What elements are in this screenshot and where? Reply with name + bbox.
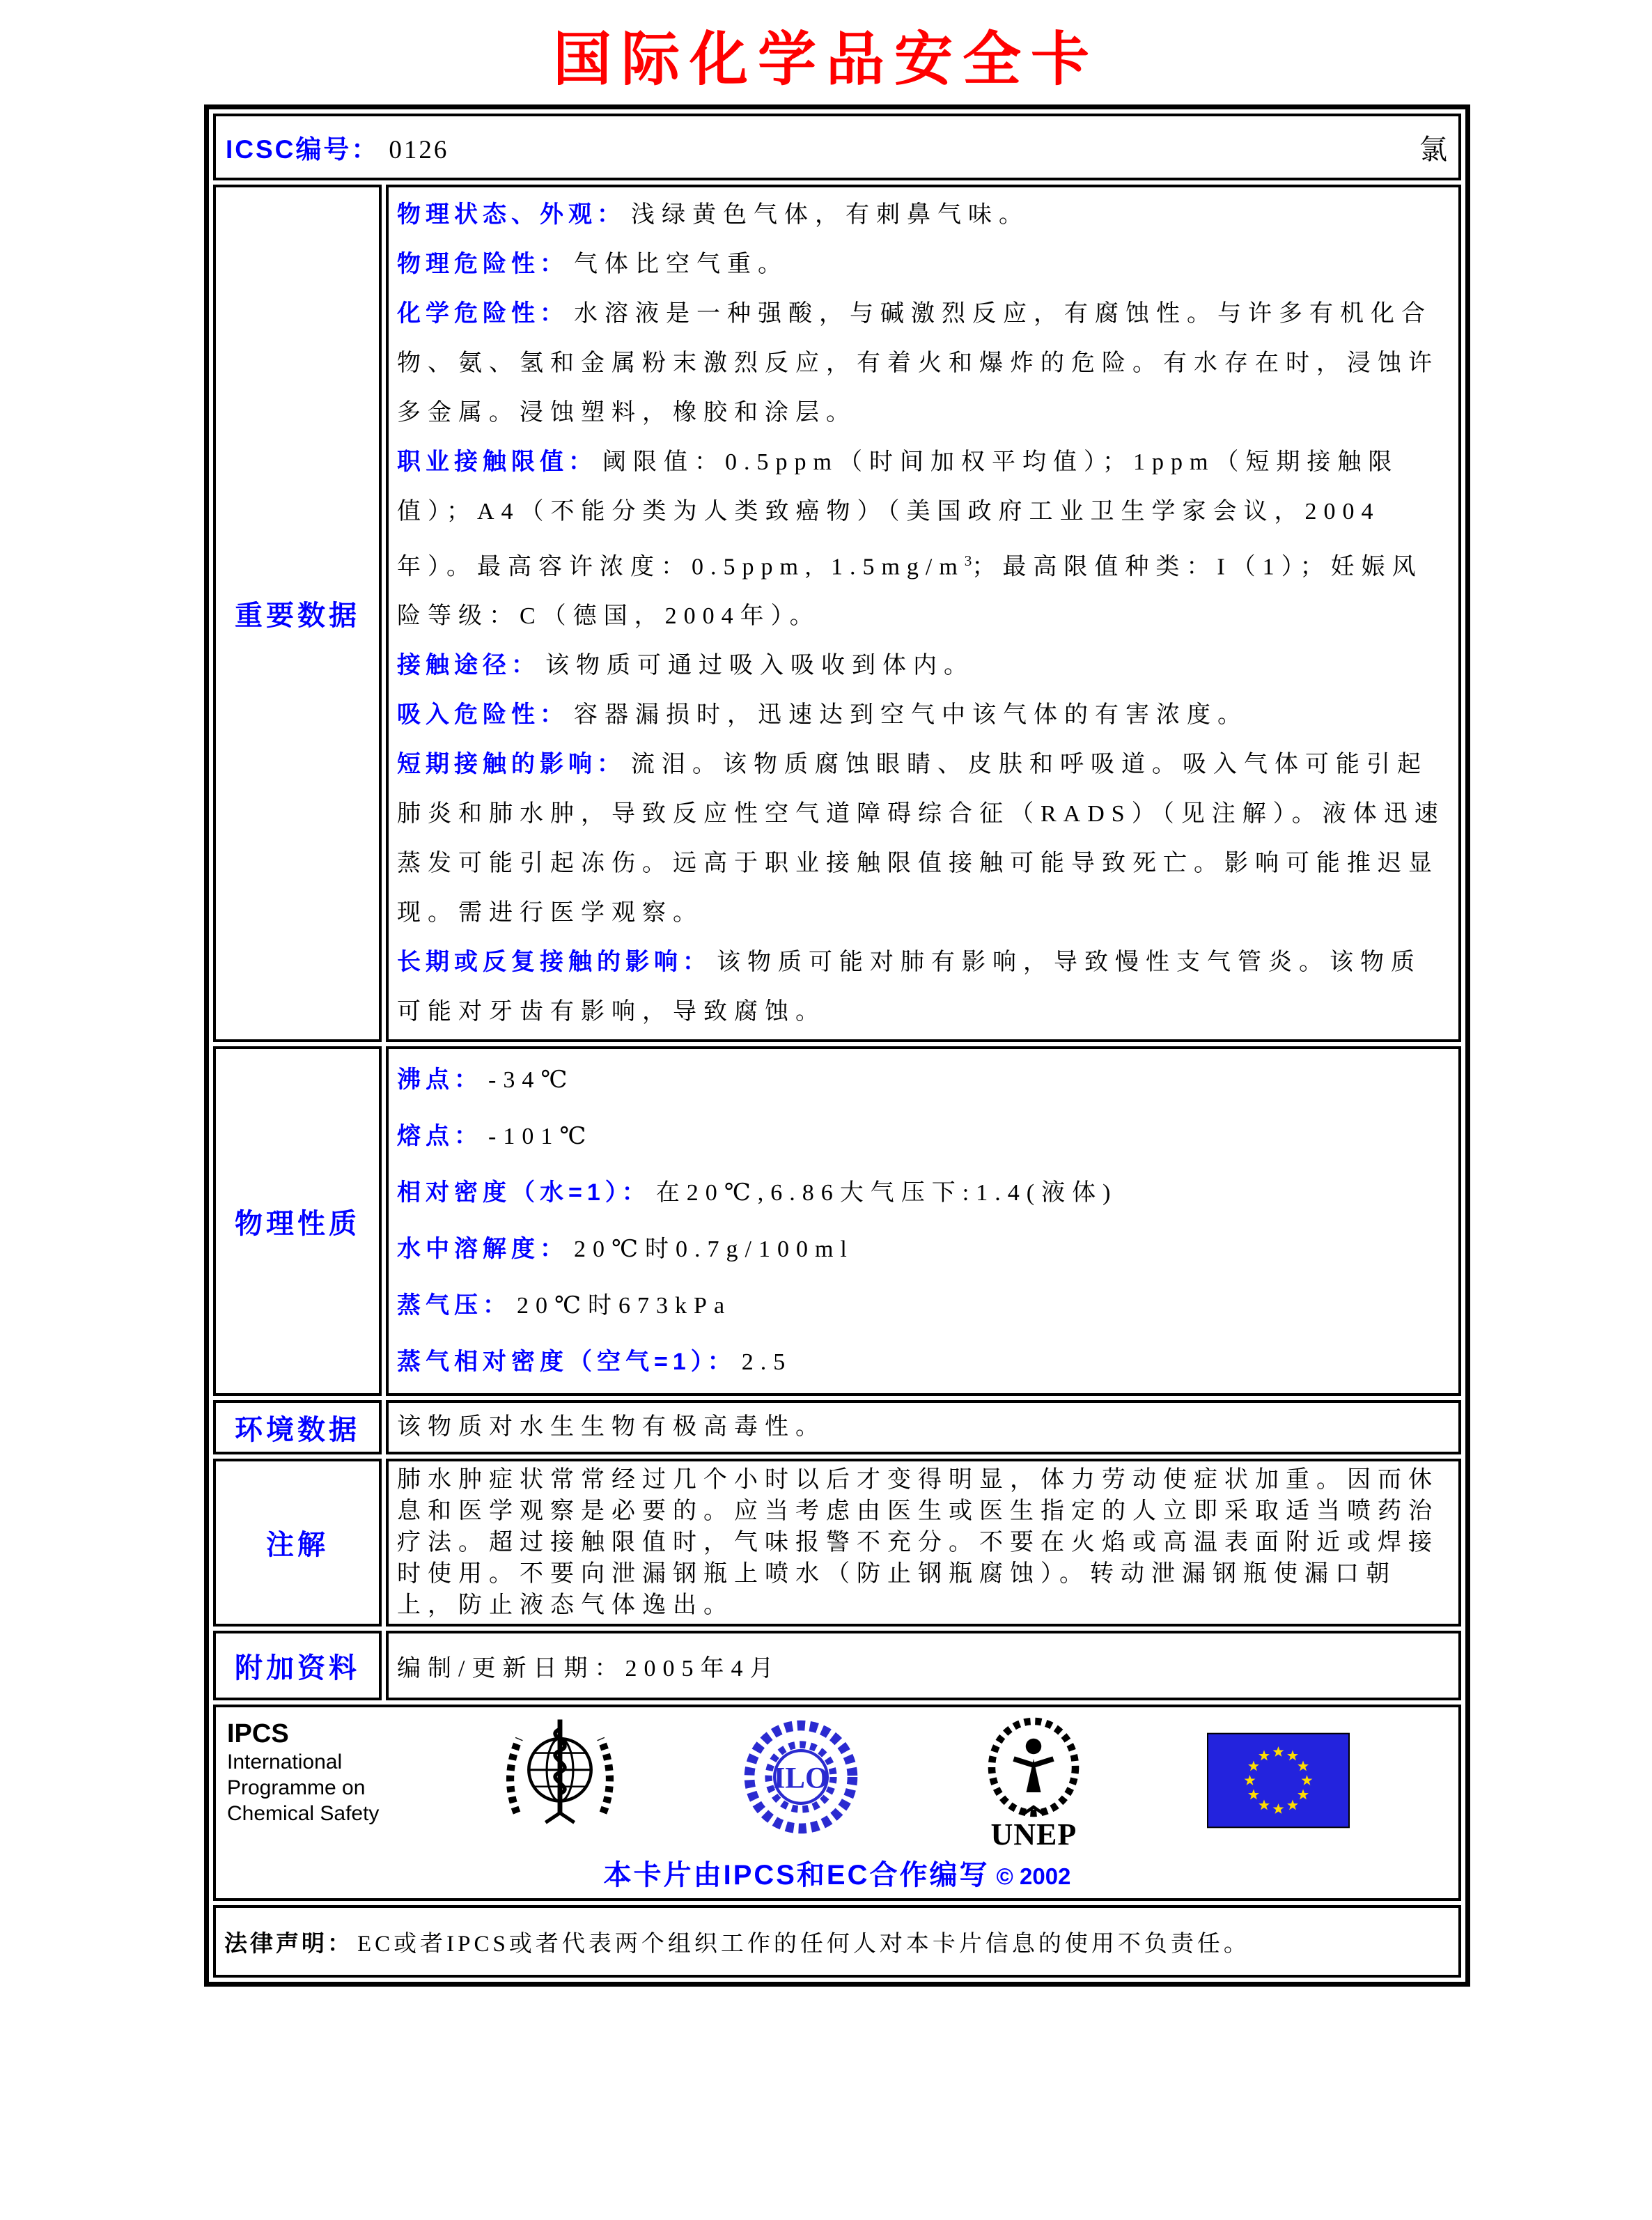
environmental-data-row-label: 环境数据 (213, 1400, 382, 1454)
field-value: 容器漏损时，迅速达到空气中该气体的有害浓度。 (574, 702, 1248, 729)
physical-properties-content (386, 1046, 1461, 1396)
field-label: 水中溶解度： (397, 1236, 568, 1263)
field-value: 20℃时673kPa (517, 1293, 732, 1319)
field-label: 沸点： (397, 1066, 483, 1094)
physical-property-item (397, 1165, 1450, 1221)
important-data-row (213, 185, 1461, 1042)
field-value: -101℃ (488, 1124, 593, 1150)
physical-properties-row (213, 1046, 1461, 1396)
field-label: 长期或反复接触的影响： (397, 949, 711, 976)
additional-info-row-label: 附加资料 (213, 1631, 382, 1700)
field-value: 该物质可通过吸入吸收到体内。 (545, 653, 974, 679)
field-label: 蒸气相对密度（空气=1）： (397, 1349, 736, 1376)
icsc-number-group (226, 128, 449, 166)
additional-info-row (213, 1631, 1461, 1700)
header-flex (226, 119, 1449, 175)
important-data-content (386, 185, 1461, 1042)
field-label: 蒸气压： (397, 1292, 511, 1319)
unep-label: UNEP (990, 1817, 1077, 1852)
cooperation-caption (227, 1853, 1447, 1893)
legal-text: EC或者IPCS或者代表两个组织工作的任何人对本卡片信息的使用不负责任。 (357, 1931, 1250, 1957)
important-data-item (397, 690, 1450, 740)
physical-property-item (397, 1221, 1450, 1278)
physical-property-item (397, 1108, 1450, 1165)
field-value: 气体比空气重。 (574, 251, 788, 277)
physical-property-item (397, 1278, 1450, 1334)
organization-logos (227, 1717, 1447, 1850)
who-emblem-icon (500, 1717, 620, 1837)
icsc-card-table (204, 104, 1470, 1987)
field-value: 浅绿黄色气体，有刺鼻气味。 (631, 202, 1029, 228)
field-label: 熔点： (397, 1123, 483, 1150)
field-value: 在20℃,6.86大气压下:1.4(液体) (655, 1180, 1118, 1206)
important-data-item (397, 190, 1450, 240)
copyright-text: © 2002 (996, 1863, 1071, 1890)
icsc-number-label: ICSC编号： (226, 135, 380, 164)
field-label: 物理状态、外观： (397, 201, 625, 228)
legal-row (213, 1905, 1461, 1978)
field-label: 职业接触限值： (397, 449, 597, 475)
ipcs-subtitle-line: Programme on (227, 1776, 366, 1800)
notes-row-label: 注解 (213, 1459, 382, 1627)
field-label: 化学危险性： (397, 300, 568, 327)
notes-row (213, 1459, 1461, 1627)
environmental-data-content: 该物质对水生生物有极高毒性。 (386, 1400, 1461, 1454)
svg-text:ILO: ILO (773, 1762, 829, 1795)
environmental-data-row (213, 1400, 1461, 1454)
eu-flag-icon (1207, 1732, 1350, 1829)
superscript-3: 3 (964, 552, 972, 569)
field-value: 20℃时0.7g/100ml (574, 1236, 854, 1263)
physical-property-item (397, 1334, 1450, 1390)
legal-label: 法律声明： (224, 1930, 353, 1956)
logos-cell (213, 1705, 1461, 1901)
field-label: 接触途径： (397, 652, 540, 679)
ilo-emblem-icon (741, 1717, 861, 1837)
field-label: 吸入危险性： (397, 701, 568, 729)
header-cell (213, 114, 1461, 180)
page-title: 国际化学品安全卡 (552, 26, 1099, 92)
ipcs-subtitle-line: Chemical Safety (227, 1802, 380, 1826)
field-value: 该物质可能对肺有影响，导致慢性支气管炎。该物质可能对牙齿有影响，导致腐蚀。 (397, 949, 1421, 1025)
ipcs-subtitle-line: International (227, 1751, 343, 1774)
ipcs-title: IPCS (227, 1719, 289, 1749)
important-data-item (397, 437, 1450, 641)
ipcs-text-block (227, 1717, 379, 1826)
field-value: 阈限值：0.5ppm（时间加权平均值）；1ppm（短期接触限值）；A4（不能分类为人类致癌物）（美国政府工业卫生学家会议，2004年）。最高容许浓度：0.5ppm, 1.5mg/m (397, 449, 1399, 580)
header-row (213, 114, 1461, 180)
logos-row (213, 1705, 1461, 1901)
important-data-row-label: 重要数据 (213, 185, 382, 1042)
additional-info-content: 编制/更新日期：2005年4月 (386, 1631, 1461, 1700)
field-value: -34℃ (488, 1067, 575, 1094)
field-value: 2.5 (741, 1349, 793, 1376)
field-value: ；最高限值种类：I（1）；妊娠风险等级：C（德国，2004年）。 (397, 554, 1423, 630)
physical-property-item (397, 1052, 1450, 1108)
important-data-item (397, 740, 1450, 938)
field-value: 流泪。该物质腐蚀眼睛、皮肤和呼吸道。吸入气体可能引起肺炎和肺水肿，导致反应性空气道障碍综合征（RADS）（见注解）。液体迅速蒸发可能引起冻伤。远高于职业接触限值接触可能导致死亡。影响可能推迟显现。需进行医学观察。 (397, 752, 1445, 926)
icsc-number-value: 0126 (389, 136, 449, 164)
important-data-item (397, 240, 1450, 289)
field-label: 短期接触的影响： (397, 751, 625, 778)
important-data-item (397, 641, 1450, 690)
notes-content: 肺水肿症状常常经过几个小时以后才变得明显，体力劳动使症状加重。因而休息和医学观察是必要的。应当考虑由医生或医生指定的人立即采取适当喷药治疗法。超过接触限值时，气味报警不充分。不要在火焰或高温表面附近或焊接时使用。不要向泄漏钢瓶上喷水（防止钢瓶腐蚀）。转动泄漏钢瓶使漏口朝上，防止液态气体逸出。 (386, 1459, 1461, 1627)
unep-emblem-icon (981, 1717, 1086, 1822)
field-label: 相对密度（水=1）： (397, 1179, 650, 1206)
important-data-item (397, 938, 1450, 1037)
field-label: 物理危险性： (397, 251, 568, 277)
caption-text: 本卡片由IPCS和EC合作编写 (603, 1860, 990, 1891)
important-data-item (397, 289, 1450, 437)
chemical-name: 氯 (1419, 133, 1449, 165)
unep-logo-block (981, 1717, 1086, 1850)
physical-properties-row-label: 物理性质 (213, 1046, 382, 1396)
field-value: 水溶液是一种强酸，与碱激烈反应，有腐蚀性。与许多有机化合物、氨、氢和金属粉末激烈反应，有着火和爆炸的危险。有水存在时，浸蚀许多金属。浸蚀塑料，橡胶和涂层。 (397, 301, 1439, 426)
legal-cell (213, 1905, 1461, 1978)
